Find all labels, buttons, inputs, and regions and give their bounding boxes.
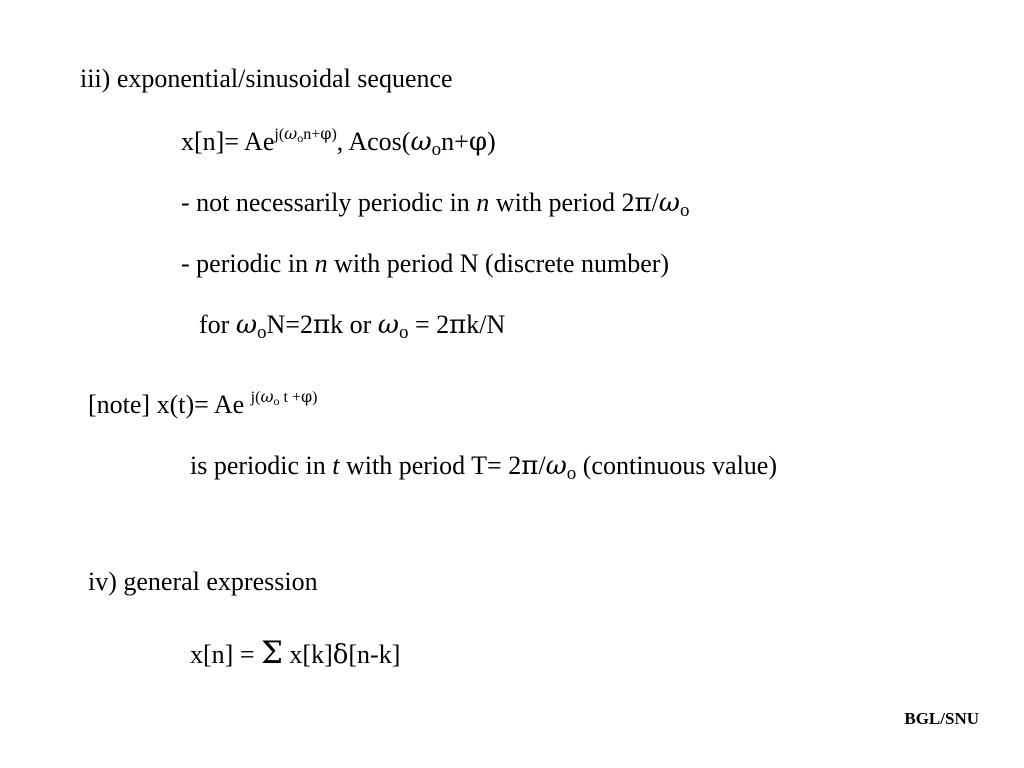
omega-symbol: ω	[377, 310, 399, 340]
note-pre: is periodic in	[190, 451, 333, 480]
formula-mid: , Acos(	[336, 127, 411, 156]
variable-t: t	[332, 451, 340, 480]
omega-subscript: o	[273, 394, 280, 408]
exponent-close: )	[312, 389, 318, 406]
omega-symbol: ω	[658, 188, 680, 218]
omega-symbol: ω	[545, 451, 567, 481]
section-iv-heading: iv) general expression	[88, 567, 318, 596]
slash: /	[538, 451, 546, 480]
bullet1-post: with period 2	[489, 188, 635, 217]
omega-symbol: ω	[260, 387, 274, 406]
pi-symbol: π	[634, 188, 652, 218]
note-label: [note] x(t)= Ae	[88, 390, 251, 419]
bullet2-pre: - periodic in	[181, 249, 315, 278]
note-formula	[88, 387, 318, 424]
exponent-open: j(	[274, 126, 285, 143]
omega-symbol: ω	[235, 310, 258, 340]
section-iii-heading: iii) exponential/sinusoidal sequence	[80, 64, 453, 93]
note-periodic-statement	[190, 451, 777, 484]
formula-close: )	[487, 127, 496, 156]
bullet2-post: with period N (discrete number)	[327, 249, 670, 278]
formula-lhs: x[n]= Ae	[181, 127, 275, 156]
condition-eq2: = 2	[408, 310, 450, 339]
phi-symbol: φ	[320, 124, 332, 143]
formula-tail: n+	[441, 127, 469, 156]
note-exponent	[251, 389, 318, 406]
exponential-sinusoidal-formula	[181, 124, 496, 161]
footer-credit: BGL/SNU	[904, 709, 979, 728]
periodic-bullet	[181, 249, 669, 279]
omega-subscript: o	[431, 139, 442, 160]
condition-eq1: N=2	[266, 310, 313, 339]
bullet1-pre: - not necessarily periodic in	[181, 188, 477, 217]
omega-subscript: o	[566, 463, 577, 484]
note-tail: (continuous value)	[576, 451, 777, 480]
phi-symbol: φ	[468, 127, 488, 157]
delta-symbol: δ	[332, 640, 349, 670]
omega-symbol: ω	[410, 127, 432, 157]
exponent-open: j(	[250, 389, 261, 406]
exponent-mid: t +	[279, 389, 301, 406]
pi-symbol: π	[449, 310, 467, 340]
variable-n: n	[476, 188, 490, 217]
not-periodic-bullet	[181, 188, 689, 221]
omega-subscript: o	[679, 200, 690, 221]
formula-mid: x[k]	[282, 640, 333, 669]
condition-k2: k/N	[466, 310, 506, 339]
sigma-symbol: Σ	[260, 635, 283, 671]
omega-subscript: o	[297, 131, 304, 145]
slash: /	[651, 188, 659, 217]
formula-lhs: x[n] =	[190, 640, 261, 669]
phi-symbol: φ	[300, 387, 313, 406]
formula-exponent	[274, 126, 336, 143]
exponent-mid: n+	[303, 126, 321, 143]
periodicity-condition	[199, 310, 505, 343]
formula-tail: [n-k]	[348, 640, 401, 669]
variable-n: n	[314, 249, 328, 278]
note-post: with period T= 2	[339, 451, 522, 480]
omega-subscript: o	[398, 322, 409, 343]
omega-subscript: o	[257, 322, 267, 343]
general-expression-formula	[190, 635, 401, 671]
exponent-close: )	[331, 126, 337, 143]
condition-pre: for	[199, 310, 236, 339]
pi-symbol: π	[521, 451, 539, 481]
omega-symbol: ω	[284, 124, 298, 143]
pi-symbol: π	[312, 310, 331, 340]
condition-k: k or	[330, 310, 378, 339]
